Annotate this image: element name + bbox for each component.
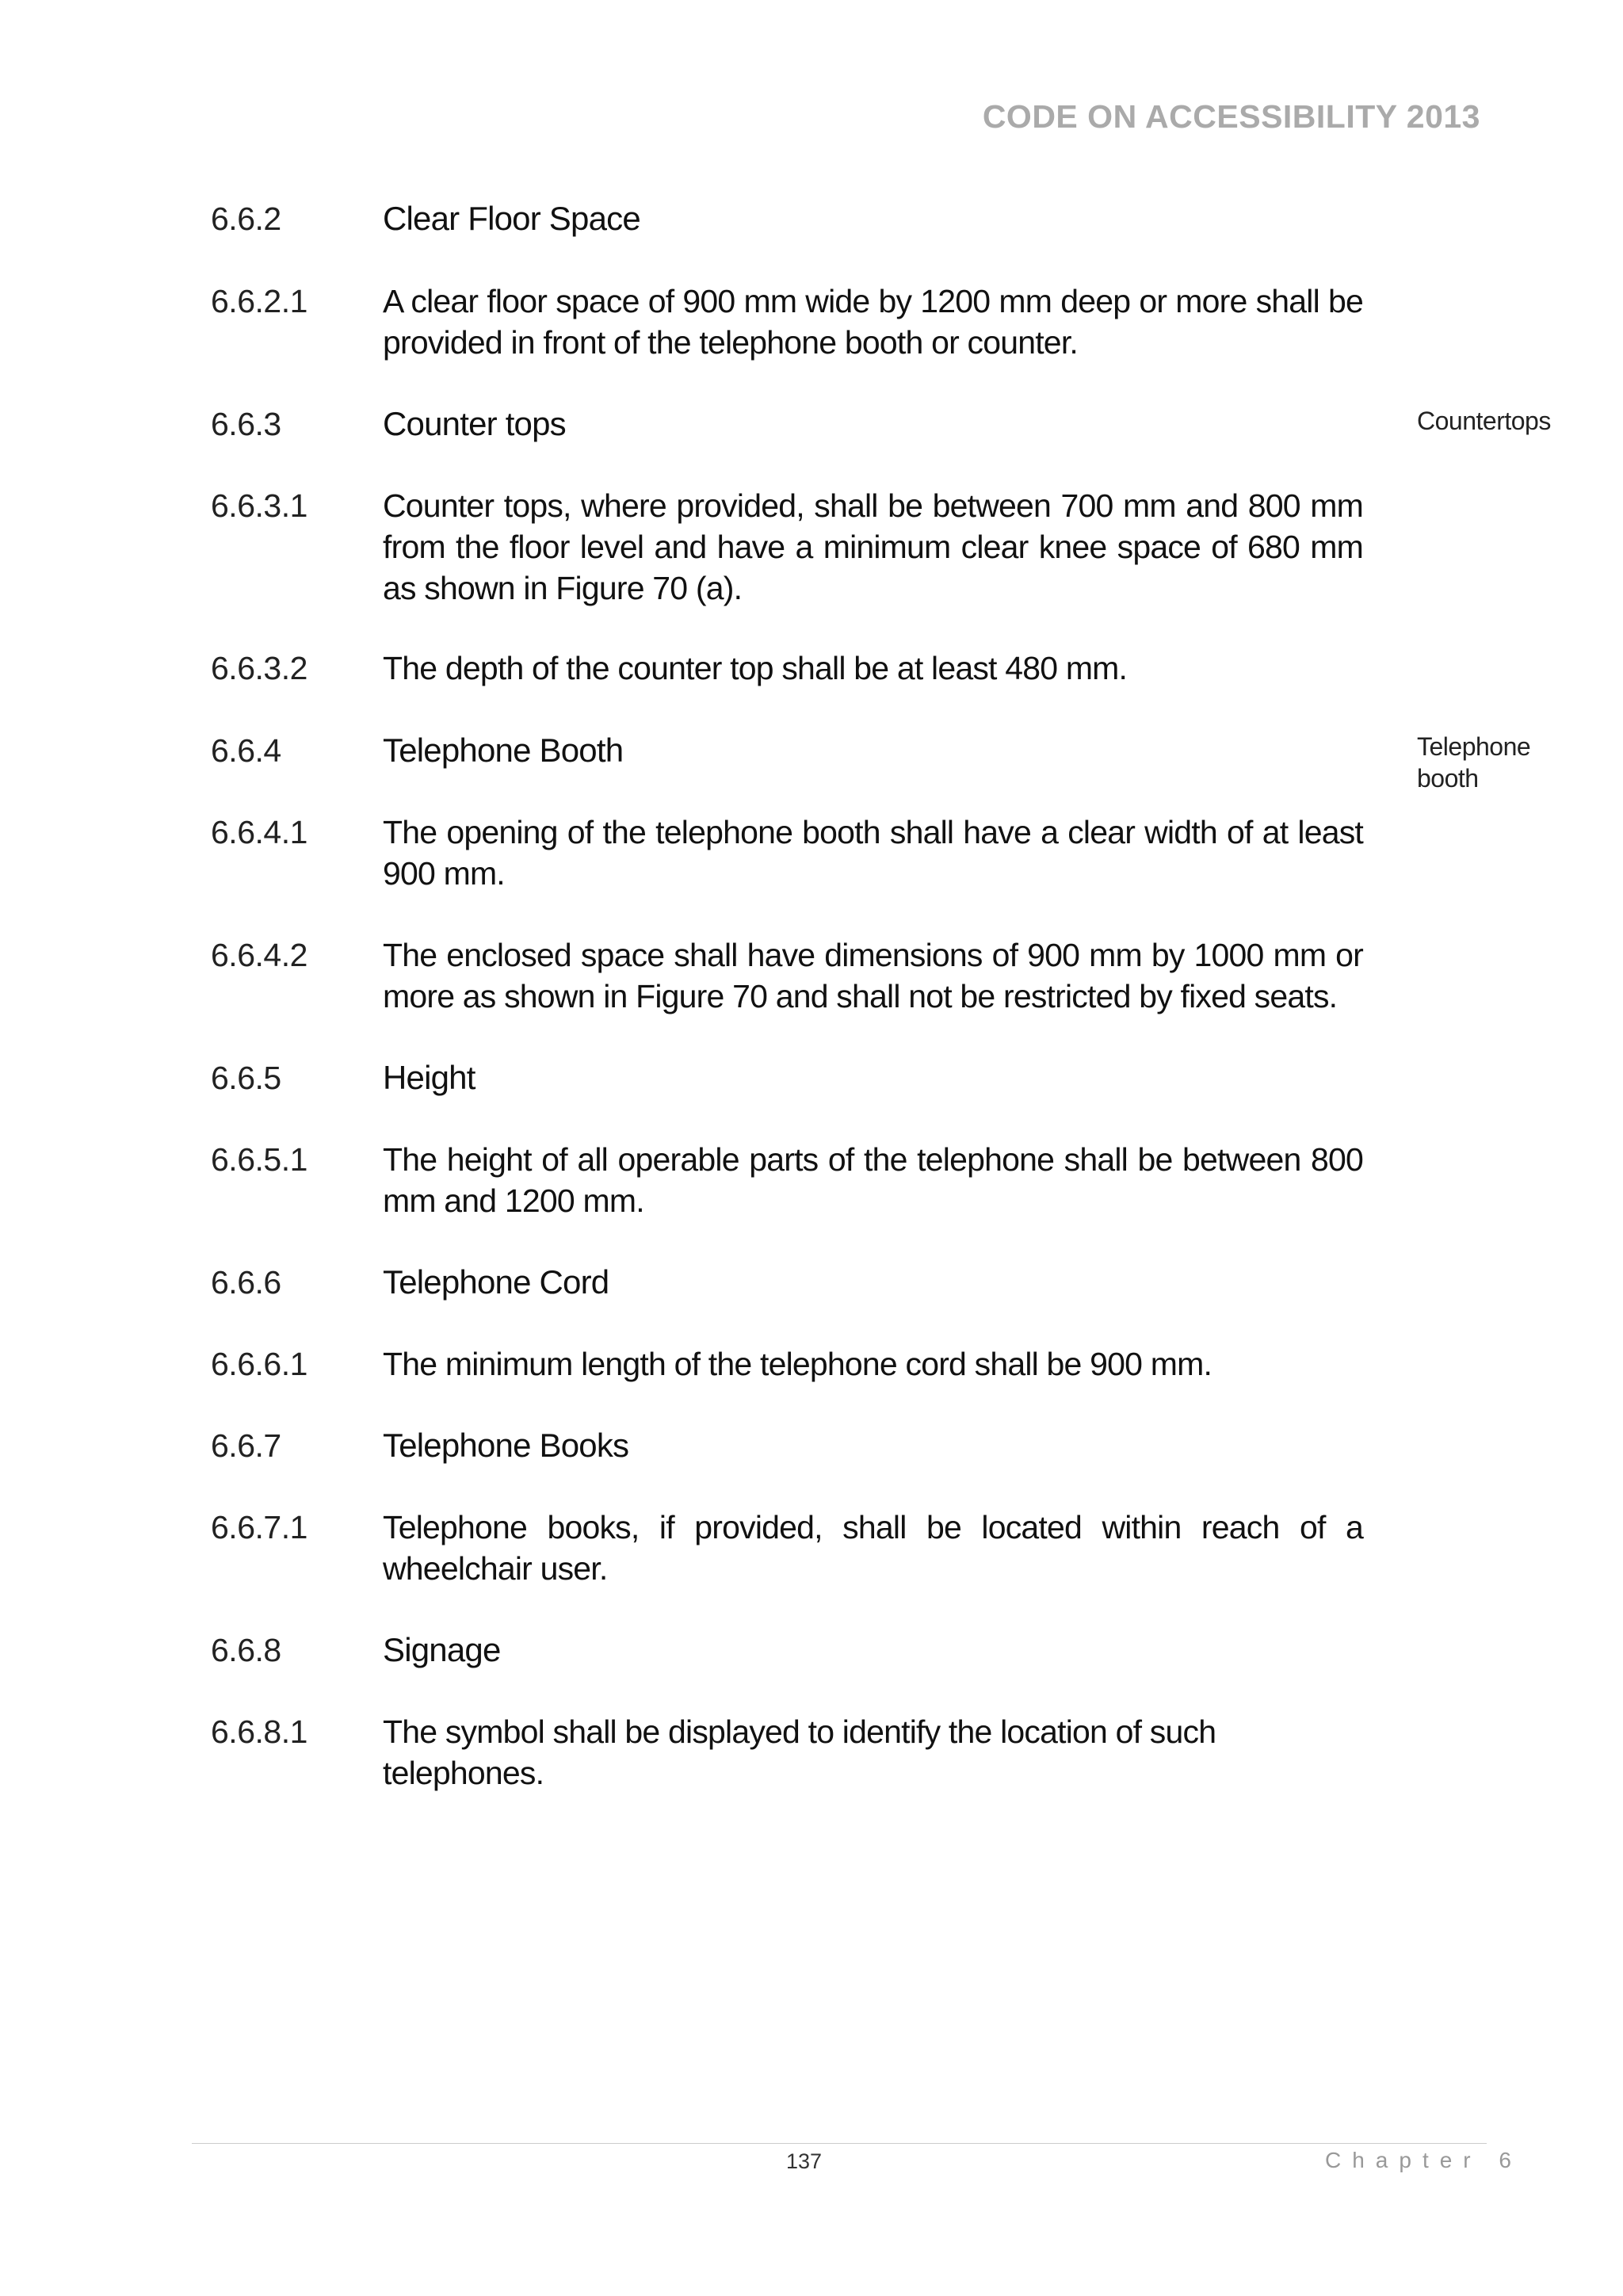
margin-note-countertops: Countertops bbox=[1417, 407, 1551, 435]
clause-text: The symbol shall be displayed to identify the location of such telephones. bbox=[383, 1713, 1216, 1791]
clause-number: 6.6.4.1 bbox=[211, 814, 307, 850]
section-heading: Clear Floor Space bbox=[383, 200, 640, 237]
section-heading: Telephone Books bbox=[383, 1427, 629, 1464]
section-number: 6.6.2 bbox=[211, 201, 281, 237]
clause-text: The depth of the counter top shall be at least 480 mm. bbox=[383, 650, 1128, 686]
section-number: 6.6.3 bbox=[211, 406, 281, 442]
clause-number: 6.6.6.1 bbox=[211, 1346, 307, 1382]
clause-number: 6.6.7.1 bbox=[211, 1509, 307, 1545]
clause-text: The minimum length of the telephone cord shall be 900 mm. bbox=[383, 1346, 1212, 1382]
clause-text: Telephone books, if provided, shall be located within reach of a wheelchair user. bbox=[383, 1509, 1363, 1587]
section-heading: Height bbox=[383, 1059, 475, 1096]
page-number: 137 bbox=[786, 2149, 823, 2173]
section-number: 6.6.8 bbox=[211, 1632, 281, 1668]
clause-number: 6.6.3.2 bbox=[211, 650, 307, 686]
section-number: 6.6.7 bbox=[211, 1427, 281, 1464]
clause-number: 6.6.8.1 bbox=[211, 1713, 307, 1750]
section-number: 6.6.6 bbox=[211, 1264, 281, 1301]
clause-text: A clear floor space of 900 mm wide by 1200 mm deep or more shall be provided in front of the telephone booth or counter. bbox=[383, 283, 1363, 361]
section-heading: Telephone Cord bbox=[383, 1263, 609, 1301]
section-heading: Telephone Booth bbox=[383, 732, 624, 769]
clause-number: 6.6.2.1 bbox=[211, 283, 307, 319]
clause-text: The opening of the telephone booth shall have a clear width of at least 900 mm. bbox=[383, 814, 1363, 892]
margin-note-telephone-booth: Telephone booth bbox=[1417, 732, 1531, 793]
clause-text: The height of all operable parts of the telephone shall be between 800 mm and 1200 mm. bbox=[383, 1141, 1363, 1219]
clause-text: Counter tops, where provided, shall be between 700 mm and 800 mm from the floor level and have a minimum clear knee space of 680 mm as shown in Figure 70 (a). bbox=[383, 487, 1363, 606]
section-number: 6.6.5 bbox=[211, 1060, 281, 1096]
clause-number: 6.6.4.2 bbox=[211, 937, 307, 973]
footer-divider bbox=[192, 2143, 1487, 2144]
clause-number: 6.6.3.1 bbox=[211, 487, 307, 524]
page-header-title: CODE ON ACCESSIBILITY 2013 bbox=[982, 98, 1480, 135]
clause-text: The enclosed space shall have dimensions of 900 mm by 1000 mm or more as shown in Figure 70 and shall not be restricted by fixed seats. bbox=[383, 937, 1363, 1014]
clause-number: 6.6.5.1 bbox=[211, 1141, 307, 1178]
chapter-label: Chapter 6 bbox=[1325, 2148, 1522, 2172]
section-heading: Signage bbox=[383, 1631, 501, 1668]
section-number: 6.6.4 bbox=[211, 732, 281, 769]
section-heading: Counter tops bbox=[383, 405, 566, 442]
